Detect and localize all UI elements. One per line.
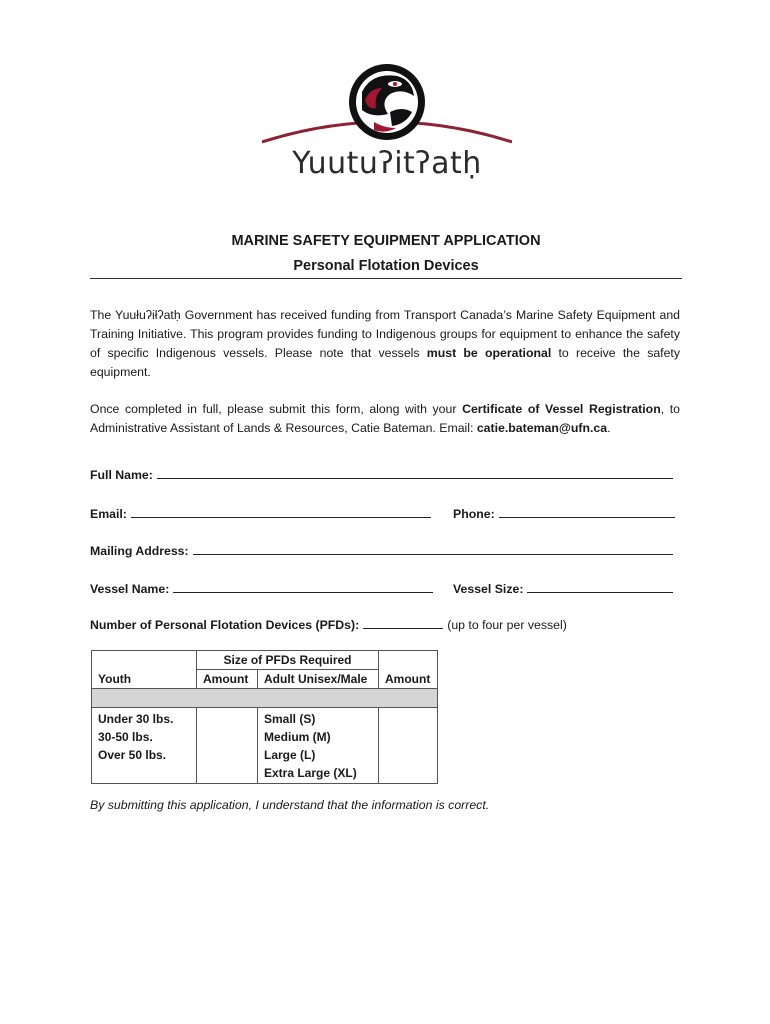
intro-text-end: to receive the safety equipment.	[90, 346, 681, 379]
adult-amount-cell[interactable]	[379, 708, 438, 784]
table-column-row	[92, 670, 438, 689]
contact-email[interactable]: catie.bateman@ufn.ca	[476, 421, 608, 435]
agreement-statement: By submitting this application, I understand that the information is correct.	[90, 798, 490, 812]
adult-size-small: Small (S)	[264, 712, 316, 726]
mailing-address-row	[90, 542, 673, 558]
form-subtitle: Personal Flotation Devices	[293, 258, 479, 274]
certificate-label: Certificate of Vessel Registration	[462, 402, 661, 416]
adult-sizes-cell	[258, 708, 379, 784]
submission-paragraph	[90, 400, 680, 438]
vessel-size-field[interactable]	[527, 580, 673, 593]
logo-wordmark: Yuutuʔitʔatḥ	[292, 146, 482, 181]
form-title: MARINE SAFETY EQUIPMENT APPLICATION	[231, 233, 541, 249]
table-header-blank	[92, 651, 197, 670]
num-pfds-label: Number of Personal Flotation Devices (PFDs):	[90, 618, 360, 632]
intro-text: The Yuułuʔiłʔatḥ Government has received funding from Transport Canada’s Marine Safety Equipment and Training Initiative. This program provides funding to Indigenous groups for equipment to enhance the safety of specific Indigenous vessels. Please note that vessels	[90, 308, 680, 360]
size-group-header: Size of PFDs Required	[197, 651, 379, 670]
adult-size-medium: Medium (M)	[264, 730, 331, 744]
youth-size-30-50: 30-50 lbs.	[98, 730, 153, 744]
vessel-name-field[interactable]	[173, 580, 433, 593]
vessel-name-label: Vessel Name:	[90, 582, 170, 596]
youth-size-under-30: Under 30 lbs.	[98, 712, 174, 726]
email-row	[90, 505, 431, 521]
vessel-size-label: Vessel Size:	[453, 582, 524, 596]
phone-field[interactable]	[499, 505, 675, 518]
num-pfds-row	[90, 616, 567, 632]
youth-sizes-cell	[92, 708, 197, 784]
phone-row	[453, 505, 675, 521]
email-field[interactable]	[131, 505, 431, 518]
full-name-label: Full Name:	[90, 468, 153, 482]
num-pfds-note: (up to four per vessel)	[447, 618, 567, 632]
youth-column-header: Youth	[92, 670, 197, 689]
vessel-size-row	[453, 580, 673, 596]
adult-size-xl: Extra Large (XL)	[264, 766, 357, 780]
mailing-address-field[interactable]	[193, 542, 673, 555]
submission-text-end: .	[607, 421, 611, 435]
pfd-size-table	[91, 650, 438, 784]
phone-label: Phone:	[453, 507, 495, 521]
num-pfds-field[interactable]	[363, 616, 443, 629]
title-divider	[90, 278, 682, 279]
submission-text-mid: , to Administrative Assistant of Lands & Resources, Catie Bateman. Email:	[90, 402, 680, 435]
intro-emphasis: must be operational	[426, 346, 552, 360]
adult-column-header: Adult Unisex/Male	[258, 670, 379, 689]
table-separator-row	[92, 689, 438, 708]
mailing-address-label: Mailing Address:	[90, 544, 189, 558]
table-header-blank-2	[379, 651, 438, 670]
vessel-name-row	[90, 580, 433, 596]
table-body-row	[92, 708, 438, 784]
youth-amount-header: Amount	[197, 670, 258, 689]
youth-size-over-50: Over 50 lbs.	[98, 748, 167, 762]
table-separator	[92, 689, 438, 708]
email-label: Email:	[90, 507, 127, 521]
youth-amount-cell[interactable]	[197, 708, 258, 784]
full-name-field[interactable]	[157, 466, 673, 479]
table-header-row	[92, 651, 438, 670]
intro-paragraph	[90, 306, 680, 382]
adult-size-large: Large (L)	[264, 748, 316, 762]
adult-amount-header: Amount	[379, 670, 438, 689]
full-name-row	[90, 466, 673, 482]
submission-text: Once completed in full, please submit this form, along with your	[90, 402, 463, 416]
